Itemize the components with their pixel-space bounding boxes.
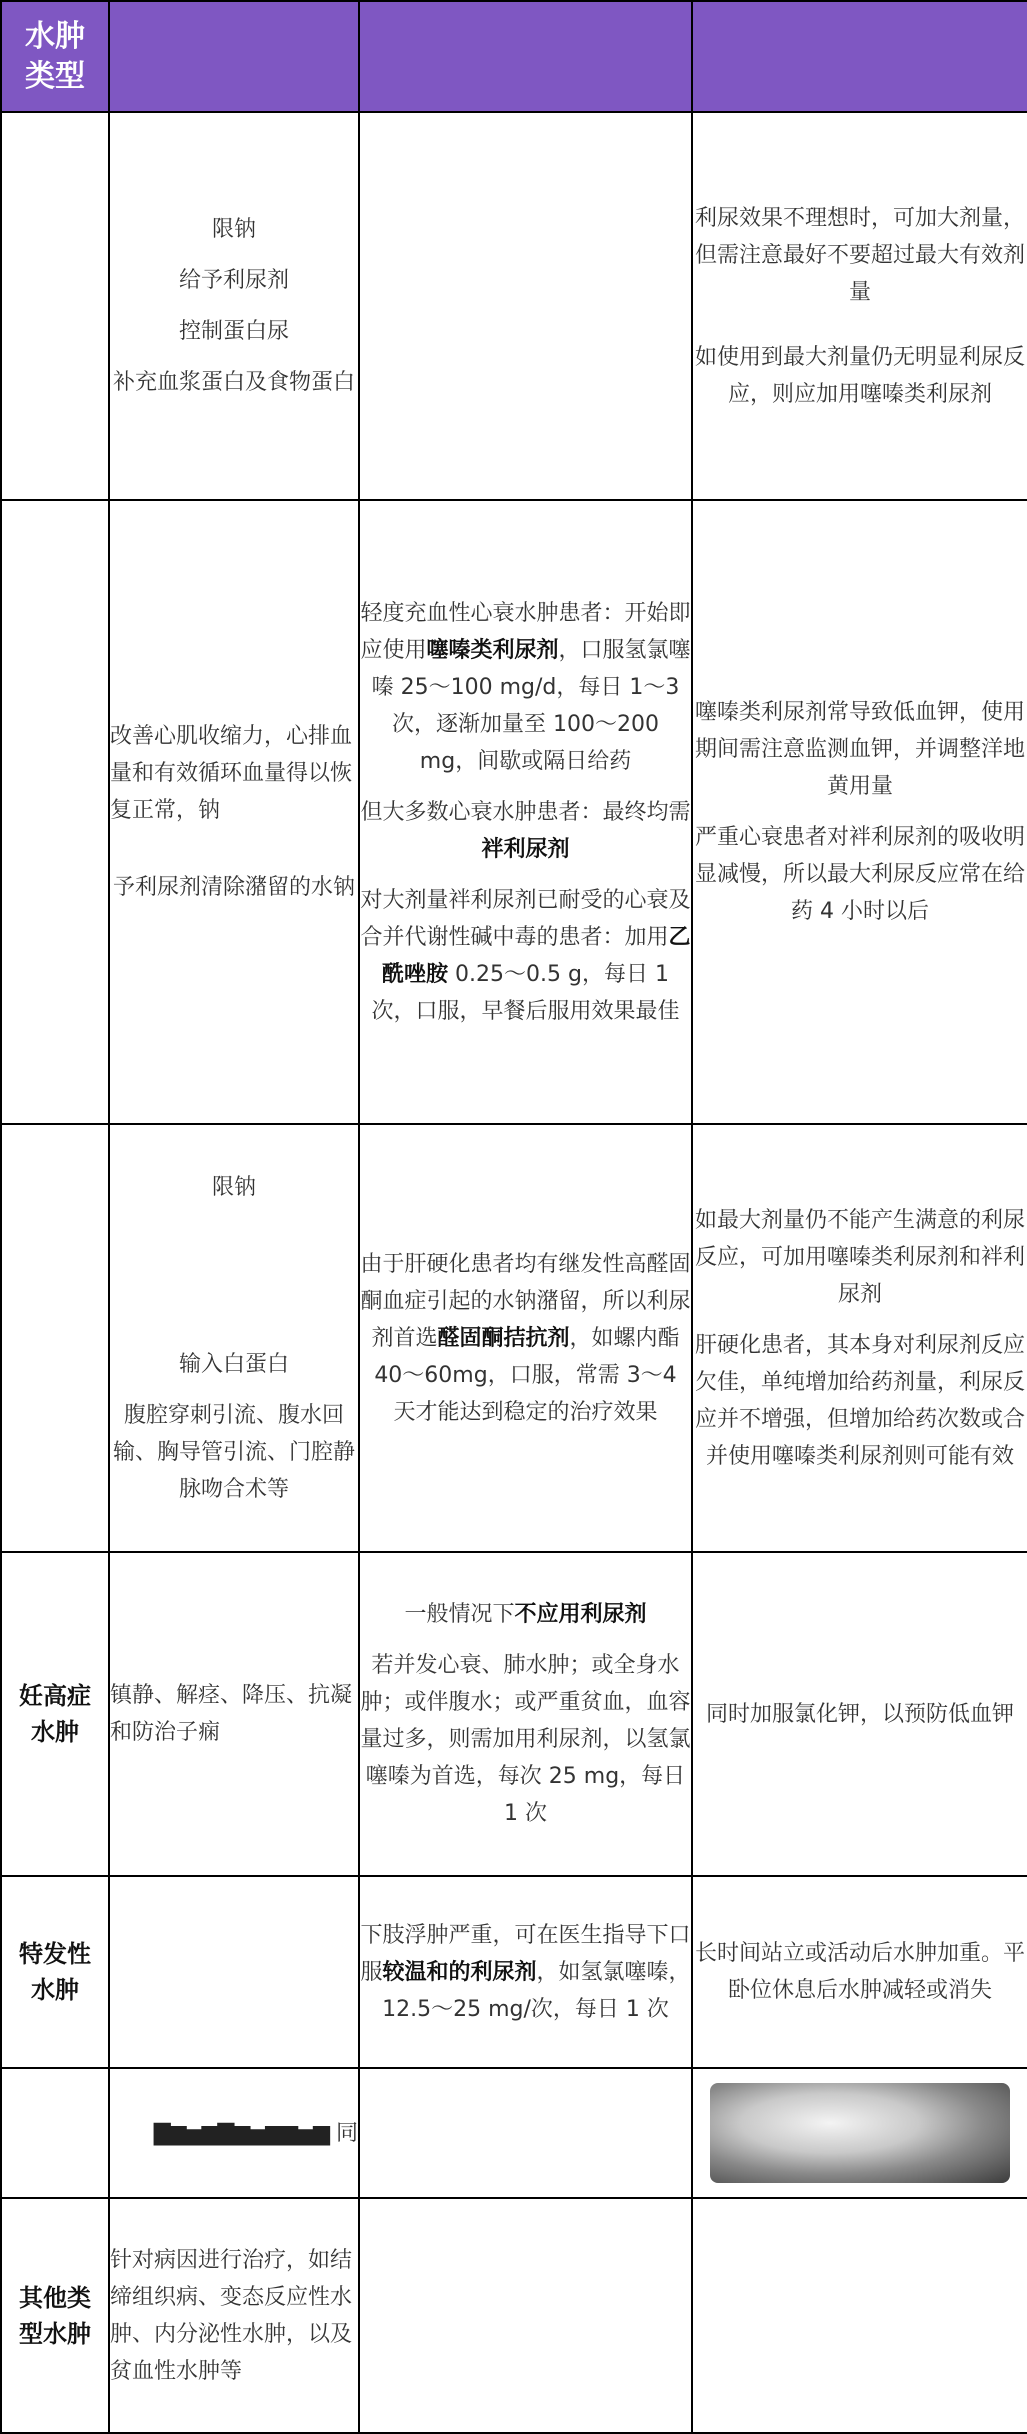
drug-paragraph: 一般情况下不应用利尿剂: [404, 1602, 647, 1627]
garbled-text: ▇▆▅▆▇▆▅▆▆▅▆: [153, 2120, 329, 2146]
note-item: 严重心衰患者对袢利尿剂的吸收明显减慢，所以最大利尿反应常在给药 4 小时以后: [694, 825, 1025, 924]
note-item: 肝硬化患者，其本身对利尿剂反应欠佳，单纯增加给药剂量，利尿反应并不增强，但增加给药次数或合并使用噻嗪类利尿剂则可能有效: [694, 1332, 1025, 1469]
principle-item: 镇静、解痉、降压、抗凝和防治子痫: [110, 1683, 353, 1745]
drugs-cell: [359, 2198, 692, 2433]
table-row: [1, 1124, 1027, 1552]
note-item: 同时加服氯化钾，以预防低血钾: [705, 1701, 1014, 1727]
principles-cell: [109, 1876, 359, 2068]
table-row: [1, 1876, 1027, 2068]
principle-item: 给予利尿剂: [178, 268, 289, 293]
edema-type-cell: 特发性 水肿: [1, 1876, 109, 2068]
notes-cell: [692, 1124, 1027, 1552]
distorted-image-artifact: [710, 2083, 1010, 2183]
note-item: 长时间站立或活动后水肿加重。平卧位休息后水肿减轻或消失: [694, 1941, 1025, 2003]
principles-cell: [109, 1124, 359, 1552]
principle-item: 控制蛋白尿: [178, 319, 289, 344]
edema-type-cell: [1, 1124, 109, 1552]
notes-cell: [692, 2068, 1027, 2198]
principle-item: 予利尿剂清除潴留的水钠: [112, 875, 355, 900]
header-col3: [359, 1, 692, 112]
header-edema-type: 水肿 类型: [1, 1, 109, 112]
notes-cell: [692, 500, 1027, 1124]
principles-cell: [109, 112, 359, 500]
principle-item: 针对病因进行治疗，如结缔组织病、变态反应性水肿、内分泌性水肿，以及贫血性水肿等: [110, 2247, 353, 2384]
drug-paragraph: 由于肝硬化患者均有继发性高醛固酮血症引起的水钠潴留，所以利尿剂首选醛固酮拮抗剂，如螺内酯 40～60mg，口服，常需 3～4 天才能达到稳定的治疗效果: [360, 1251, 691, 1425]
notes-cell: [692, 1552, 1027, 1876]
header-col4: [692, 1, 1027, 112]
note-item: 利尿效果不理想时，可加大剂量，但需注意最好不要超过最大有效剂量: [694, 205, 1025, 305]
drugs-cell: [359, 500, 692, 1124]
drugs-cell: [359, 1876, 692, 2068]
note-item: 如使用到最大剂量仍无明显利尿反应，则应加用噻嗪类利尿剂: [694, 344, 1025, 407]
principle-item: 输入白蛋白: [178, 1351, 289, 1377]
table-row: [1, 2198, 1027, 2433]
note-item: 噻嗪类利尿剂常导致低血钾，使用期间需注意监测血钾，并调整洋地黄用量: [694, 700, 1025, 799]
drug-paragraph: 下肢浮肿严重，可在医生指导下口服较温和的利尿剂，如氢氯噻嗪，12.5～25 mg/次，每日 1 次: [360, 1922, 691, 2022]
table-row: [1, 2068, 1027, 2198]
note-item: 如最大剂量仍不能产生满意的利尿反应，可加用噻嗪类利尿剂和袢利尿剂: [694, 1207, 1025, 1307]
drugs-cell: [359, 112, 692, 500]
principles-cell: [109, 2198, 359, 2433]
edema-type-cell: [1, 2068, 109, 2198]
principle-item: ▇▆▅▆▇▆▅▆▆▅▆ 同: [153, 2120, 358, 2146]
drug-paragraph: 轻度充血性心衰水肿患者：开始即应使用噻嗪类利尿剂，口服氢氯噻嗪 25～100 mg/d，每日 1～3 次，逐渐加量至 100～200 mg，间歇或隔日给药: [360, 600, 691, 774]
edema-type-cell: [1, 112, 109, 500]
principles-cell: [109, 2068, 359, 2198]
principles-cell: [109, 1552, 359, 1876]
edema-type-cell: 妊高症 水肿: [1, 1552, 109, 1876]
drug-paragraph: 但大多数心衰水肿患者：最终均需袢利尿剂: [360, 799, 691, 862]
header-col2: [109, 1, 359, 112]
edema-type-cell: [1, 500, 109, 1124]
table-row: [1, 500, 1027, 1124]
drugs-cell: [359, 1552, 692, 1876]
principle-item: 腹腔穿刺引流、腹水回输、胸导管引流、门腔静脉吻合术等: [112, 1402, 355, 1502]
table-row: [1, 112, 1027, 500]
principle-item: 补充血浆蛋白及食物蛋白: [112, 370, 355, 395]
principles-cell: [109, 500, 359, 1124]
drug-paragraph: 若并发心衰、肺水肿；或全身水肿；或伴腹水；或严重贫血，血容量过多，则需加用利尿剂，以氢氯噻嗪为首选，每次 25 mg，每日 1 次: [360, 1653, 691, 1826]
principle-item: 限钠: [211, 1174, 256, 1200]
table-row: [1, 1552, 1027, 1876]
notes-cell: [692, 112, 1027, 500]
drug-paragraph: 对大剂量袢利尿剂已耐受的心衰及合并代谢性碱中毒的患者：加用乙酰唑胺 0.25～0.5 g，每日 1 次，口服，早餐后服用效果最佳: [360, 887, 691, 1024]
notes-cell: [692, 2198, 1027, 2433]
edema-type-cell: 其他类 型水肿: [1, 2198, 109, 2433]
principle-item: 限钠: [211, 217, 256, 242]
drugs-cell: [359, 2068, 692, 2198]
principle-item: 改善心肌收缩力，心排血量和有效循环血量得以恢复正常，钠: [110, 724, 353, 823]
notes-cell: [692, 1876, 1027, 2068]
drugs-cell: [359, 1124, 692, 1552]
header-row: [1, 1, 1027, 112]
